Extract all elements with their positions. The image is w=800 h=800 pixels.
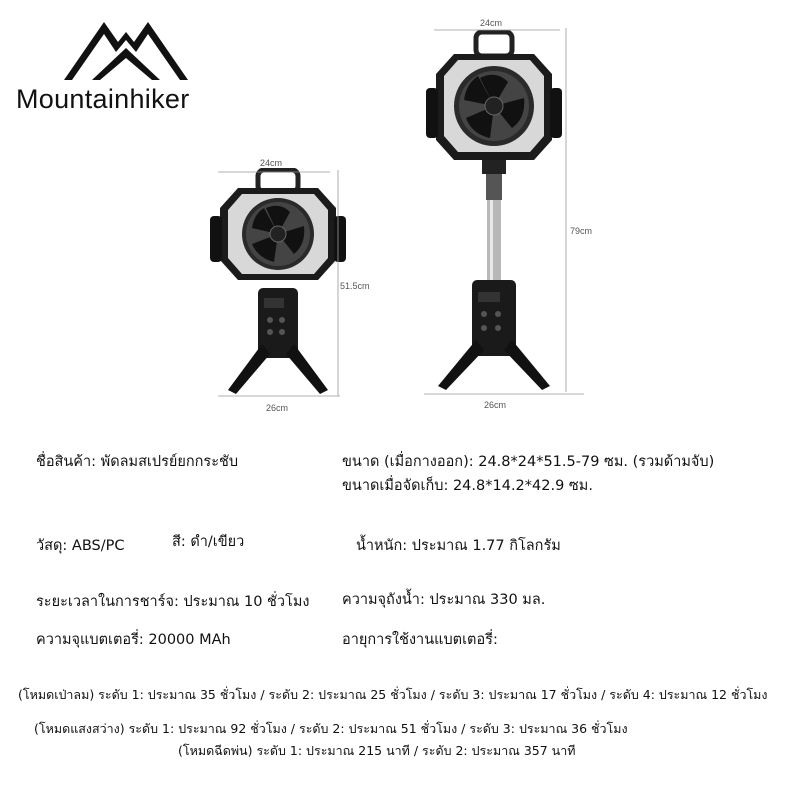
- tall-base-width-label: 26cm: [484, 400, 507, 410]
- small-height-label: 51.5cm: [340, 281, 370, 291]
- spec-size-open: ขนาด (เมื่อกางออก): 24.8*24*51.5-79 ซม. (รวมด้ามจับ): [342, 454, 715, 470]
- spec-weight: น้ำหนัก: ประมาณ 1.77 กิโลกรัม: [356, 538, 561, 554]
- spec-size-folded: ขนาดเมื่อจัดเก็บ: 24.8*14.2*42.9 ซม.: [342, 478, 593, 494]
- spec-battery-life: อายุการใช้งานแบตเตอรี่:: [342, 632, 498, 648]
- spec-charge-time: ระยะเวลาในการชาร์จ: ประมาณ 10 ชั่วโมง: [36, 594, 310, 610]
- usage-spray-mode: (โหมดฉีดพ่น) ระดับ 1: ประมาณ 215 นาที / ระดับ 2: ประมาณ 357 นาที: [178, 743, 576, 758]
- spec-battery-capacity: ความจุแบตเตอรี่: 20000 MAh: [36, 632, 231, 648]
- spec-color: สี: ดำ/เขียว: [172, 534, 245, 550]
- mountain-logo-icon: [60, 14, 190, 82]
- tall-top-width-label: 24cm: [480, 18, 503, 28]
- tall-dimension-lines: [420, 20, 593, 410]
- usage-light-mode: (โหมดแสงสว่าง) ระดับ 1: ประมาณ 92 ชั่วโมง / ระดับ 2: ประมาณ 51 ชั่วโมง / ระดับ 3: ประมาณ 36 ชั่วโมง: [34, 721, 628, 736]
- spec-tank-capacity: ความจุถังน้ำ: ประมาณ 330 มล.: [342, 592, 546, 608]
- usage-fan-mode: (โหมดเป่าลม) ระดับ 1: ประมาณ 35 ชั่วโมง / ระดับ 2: ประมาณ 25 ชั่วโมง / ระดับ 3: ประมาณ 17 ชั่วโมง / ระดับ 4: ประมาณ 12 ชั่วโมง: [18, 687, 768, 702]
- brand-name: Mountainhiker: [16, 84, 190, 114]
- small-top-width-label: 24cm: [260, 158, 283, 168]
- spec-material: วัสดุ: ABS/PC: [36, 538, 125, 554]
- tall-height-label: 79cm: [570, 226, 593, 236]
- small-base-width-label: 26cm: [266, 403, 289, 413]
- spec-product-name: ชื่อสินค้า: พัดลมสเปรย์ยกกระชับ: [36, 454, 239, 470]
